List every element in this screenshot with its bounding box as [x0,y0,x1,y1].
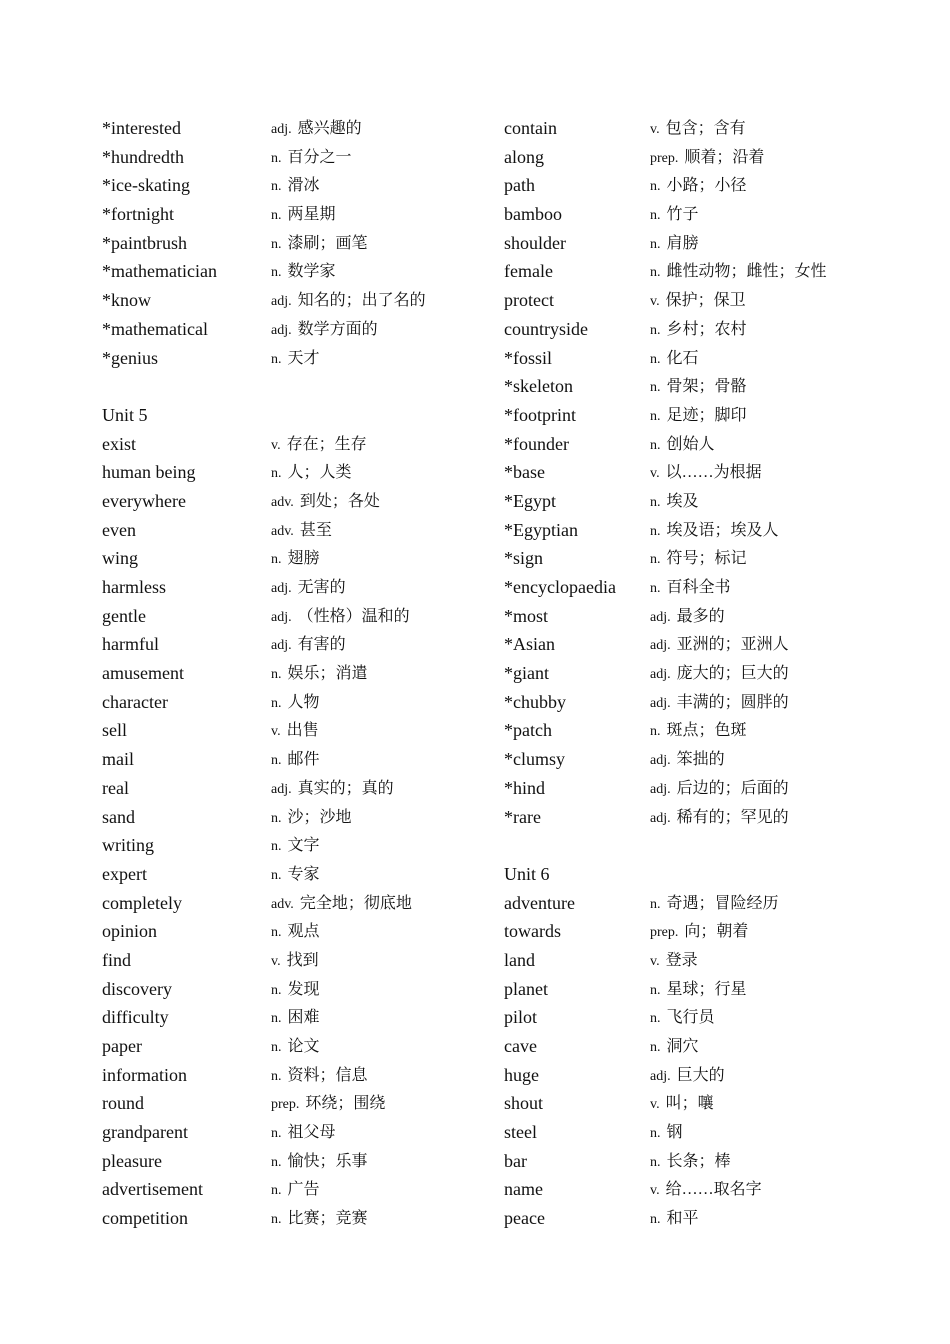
vocab-definition [650,545,747,575]
vocab-word: *interested [102,118,181,138]
part-of-speech: n. [650,1126,661,1142]
meaning-text: 包含；含有 [665,120,746,137]
vocab-definition [271,603,410,633]
vocab-word: bar [504,1150,527,1171]
vocab-definition [650,316,747,346]
vocab-word: human being [102,462,196,483]
vocab-definition [650,172,747,202]
meaning-text: 出售 [286,722,319,740]
meaning-text: 巨大的 [676,1066,725,1084]
vocab-definition [271,574,346,604]
meaning-text: 广告 [287,1181,320,1199]
vocab-word: name [504,1179,543,1200]
meaning-text: 向；朝着 [684,923,749,941]
meaning-text: 知名的；出了名的 [297,292,426,310]
vocab-word: female [504,261,553,282]
vocab-word: *giant [504,663,549,684]
meaning-text: 漆刷；画笔 [287,234,368,252]
vocab-definition [271,804,352,834]
vocab-definition [650,517,779,547]
vocab-definition [650,775,789,805]
vocab-definition [650,402,747,432]
vocab-definition [271,144,352,174]
vocab-word: harmless [102,577,166,597]
vocab-definition [650,631,789,661]
vocab-definition [271,1148,368,1178]
meaning-text: 百分之一 [287,148,352,166]
part-of-speech: n. [271,982,282,998]
vocab-word: peace [504,1208,545,1229]
vocab-definition [271,230,368,260]
part-of-speech: n. [650,351,661,367]
vocab-definition [650,804,789,834]
vocab-word: gentle [102,605,146,626]
vocab-definition [271,1205,368,1235]
vocab-definition [271,201,336,231]
meaning-text: 骨架；骨骼 [666,378,747,396]
vocab-definition [650,431,715,461]
vocab-definition [271,545,320,575]
vocab-definition [271,631,346,661]
vocab-definition [650,1090,714,1120]
meaning-text: 亚洲的；亚洲人 [676,636,789,654]
meaning-text: 钢 [666,1124,683,1142]
part-of-speech: adj. [271,581,292,596]
part-of-speech: prep. [650,925,679,941]
vocab-definition [650,603,725,633]
meaning-text: 文字 [287,837,320,855]
part-of-speech: n. [271,810,282,826]
vocab-definition [650,1119,683,1149]
part-of-speech: n. [271,1011,282,1027]
meaning-text: 沙；沙地 [287,808,352,826]
part-of-speech: adj. [271,609,292,625]
meaning-text: 竹子 [666,206,699,224]
vocab-word: *mathematical [102,318,208,339]
part-of-speech: n. [271,1154,282,1170]
vocab-word: *hind [504,777,546,798]
vocab-word: shout [504,1093,544,1114]
meaning-text: 斑点；色斑 [666,722,747,740]
vocab-word: *mathematician [102,261,217,282]
vocab-word: *skeleton [504,376,573,397]
part-of-speech: n. [650,236,661,252]
vocab-definition [271,1119,336,1149]
part-of-speech: n. [271,839,282,855]
part-of-speech: v. [271,437,281,453]
part-of-speech: n. [650,523,661,539]
vocab-word: opinion [102,921,158,942]
vocab-word: *hundredth [102,146,184,167]
vocab-word: *genius [102,347,158,368]
vocab-definition [650,746,725,776]
part-of-speech: n. [650,1011,661,1027]
vocab-definition [650,574,731,604]
vocab-word: harmful [102,634,159,655]
part-of-speech: adj. [650,1068,671,1084]
meaning-text: 祖父母 [287,1124,336,1142]
meaning-text: 乡村；农村 [666,320,747,338]
part-of-speech: n. [650,408,661,424]
vocab-definition [650,890,779,920]
part-of-speech: n. [271,150,282,166]
vocab-definition [271,1033,320,1063]
part-of-speech: n. [271,1212,282,1228]
vocab-word: contain [504,118,557,138]
part-of-speech: adv. [271,896,294,912]
part-of-speech: prep. [650,150,679,166]
vocab-word: planet [504,978,548,999]
vocab-word: amusement [102,663,184,684]
vocab-word: *fossil [504,347,553,368]
vocab-word: protect [504,290,554,311]
vocab-definition [271,918,320,948]
meaning-text: 顺着；沿着 [684,148,765,166]
vocab-word: *fortnight [102,204,174,225]
vocab-word: competition [102,1208,188,1229]
meaning-text: 发现 [287,980,320,998]
part-of-speech: n. [271,179,282,195]
vocab-definition [271,689,320,719]
meaning-text: 叫；嚷 [665,1095,714,1113]
part-of-speech: n. [271,236,282,252]
part-of-speech: adj. [271,322,292,338]
part-of-speech: n. [271,265,282,281]
vocab-definition [650,230,699,260]
vocab-word: sell [102,720,127,741]
vocab-word: *encyclopaedia [504,577,616,597]
part-of-speech: adj. [650,609,671,625]
vocab-word: exist [102,433,136,454]
meaning-text: 埃及 [666,492,699,510]
vocab-definition [271,431,367,461]
meaning-text: 比赛；竞赛 [287,1210,368,1228]
meaning-text: 有害的 [297,636,346,654]
vocab-word: completely [102,892,182,913]
meaning-text: 创始人 [666,435,715,453]
vocab-definition [650,1148,731,1178]
vocab-definition [271,488,380,518]
vocab-word: *founder [504,433,569,454]
vocab-word: *rare [504,806,541,827]
meaning-text: 数学方面的 [297,320,378,338]
part-of-speech: adv. [271,494,294,510]
vocab-definition [650,201,699,231]
part-of-speech: n. [650,437,661,453]
vocab-definition [650,918,748,948]
part-of-speech: n. [271,753,282,769]
part-of-speech: adj. [271,781,292,797]
meaning-text: 洞穴 [666,1038,699,1055]
part-of-speech: n. [271,1126,282,1142]
meaning-text: 庞大的；巨大的 [676,665,789,683]
meaning-text: 人物 [287,693,320,711]
meaning-text: 娱乐；消遣 [287,665,368,683]
meaning-text: 邮件 [287,751,320,769]
vocab-word: land [504,949,535,970]
vocab-word: along [504,146,544,167]
vocab-definition [271,316,378,346]
part-of-speech: n. [650,552,661,568]
meaning-text: 给……取名字 [665,1181,762,1199]
meaning-text: 奇遇；冒险经历 [666,894,779,912]
meaning-text: 以……为根据 [665,464,762,482]
vocab-definition [271,832,320,862]
vocab-word: sand [102,806,135,827]
meaning-text: 飞行员 [666,1009,715,1027]
part-of-speech: n. [650,982,661,998]
part-of-speech: n. [271,552,282,568]
part-of-speech: n. [650,179,661,195]
vocab-word: round [102,1093,144,1114]
vocab-definition [271,746,320,776]
vocab-word: *chubby [504,691,566,712]
meaning-text: 困难 [287,1009,320,1027]
vocab-word: *Asian [504,634,555,655]
vocab-definition [271,976,320,1006]
vocab-definition [650,1176,762,1206]
vocab-definition [271,459,352,489]
vocab-word: advertisement [102,1179,203,1200]
meaning-text: 化石 [666,349,699,367]
vocab-definition [271,1062,368,1092]
vocab-word: shoulder [504,232,566,253]
meaning-text: 到处；各处 [299,492,380,510]
vocab-definition [650,258,827,288]
vocab-word: *Egypt [504,490,556,511]
meaning-text: 专家 [287,865,320,883]
vocab-word: paper [102,1036,142,1056]
part-of-speech: n. [271,925,282,941]
vocab-definition [271,345,320,375]
vocab-word: *Egyptian [504,519,578,540]
part-of-speech: v. [650,953,660,969]
part-of-speech: adv. [271,523,294,539]
part-of-speech: n. [650,581,661,596]
vocab-definition [650,1062,725,1092]
part-of-speech: adj. [650,695,671,711]
meaning-text: 环绕；围绕 [305,1095,386,1113]
vocab-definition [650,717,747,747]
part-of-speech: n. [271,466,282,482]
meaning-text: 完全地；彻底地 [299,894,412,912]
meaning-text: 和平 [666,1210,699,1228]
meaning-text: 人；人类 [287,464,352,482]
meaning-text: 找到 [286,951,319,969]
vocab-definition [271,1004,320,1034]
vocab-definition [650,459,762,489]
vocab-word: writing [102,835,154,856]
vocab-definition [650,373,747,403]
vocab-word: even [102,519,136,540]
vocab-word: pleasure [102,1150,162,1171]
part-of-speech: v. [650,1097,660,1113]
vocab-definition [650,1205,699,1235]
meaning-text: 肩膀 [666,234,699,252]
vocab-word: mail [102,749,134,770]
vocab-word: *patch [504,720,552,741]
vocab-definition [650,947,698,977]
vocab-word: *know [102,290,151,311]
meaning-text: 甚至 [299,521,332,539]
vocab-definition [650,1004,715,1034]
part-of-speech: v. [271,724,281,740]
vocab-word: path [504,175,535,196]
vocab-word: information [102,1064,187,1085]
part-of-speech: n. [650,724,661,740]
vocab-word: grandparent [102,1122,188,1143]
vocab-definition [271,258,336,288]
meaning-text: 数学家 [287,263,336,281]
vocab-word: *most [504,605,549,626]
meaning-text: 笨拙的 [676,751,725,769]
meaning-text: 论文 [287,1038,320,1055]
vocab-definition [271,1090,385,1120]
vocab-definition [271,775,394,805]
part-of-speech: n. [271,695,282,711]
vocab-word: expert [102,863,147,884]
vocab-definition [271,861,320,891]
meaning-text: 最多的 [676,607,725,625]
part-of-speech: v. [650,1183,660,1199]
part-of-speech: adj. [650,753,671,769]
part-of-speech: adj. [650,638,671,654]
meaning-text: 感兴趣的 [297,120,362,137]
meaning-text: 小路；小径 [666,177,747,195]
vocab-word: character [102,691,168,712]
meaning-text: 百科全书 [666,579,731,596]
vocab-definition [271,115,362,145]
part-of-speech: adj. [271,638,292,654]
unit-heading: Unit 6 [504,863,550,884]
part-of-speech: n. [650,896,661,912]
vocab-definition [271,1176,320,1206]
meaning-text: 资料；信息 [287,1066,368,1084]
meaning-text: 登录 [665,951,698,969]
vocab-word: *footprint [504,404,576,425]
part-of-speech: adj. [650,810,671,826]
meaning-text: 星球；行星 [666,980,747,998]
vocab-word: huge [504,1064,539,1085]
part-of-speech: n. [650,1212,661,1228]
meaning-text: 长条；棒 [666,1152,731,1170]
meaning-text: 稀有的；罕见的 [676,808,789,826]
meaning-text: 雌性动物；雌性；女性 [666,263,827,281]
part-of-speech: n. [650,1154,661,1170]
part-of-speech: n. [271,1068,282,1084]
vocab-definition [650,1033,699,1063]
meaning-text: 存在；生存 [286,435,367,453]
vocab-definition [271,947,319,977]
meaning-text: 观点 [287,923,320,941]
vocab-word: *ice-skating [102,175,190,196]
part-of-speech: n. [271,1183,282,1199]
meaning-text: （性格）温和的 [297,607,410,625]
meaning-text: 滑冰 [287,177,320,195]
part-of-speech: n. [271,667,282,683]
meaning-text: 无害的 [297,579,346,596]
vocab-definition [650,660,789,690]
meaning-text: 丰满的；圆胖的 [676,693,789,711]
meaning-text: 天才 [287,349,320,367]
part-of-speech: n. [650,494,661,510]
vocab-word: find [102,949,131,970]
meaning-text: 愉快；乐事 [287,1152,368,1170]
vocab-definition [271,172,320,202]
vocab-definition [271,890,412,920]
vocab-word: bamboo [504,204,562,225]
part-of-speech: n. [271,208,282,224]
part-of-speech: n. [650,265,661,281]
meaning-text: 足迹；脚印 [666,406,747,424]
part-of-speech: v. [650,294,660,310]
part-of-speech: n. [271,867,282,883]
part-of-speech: v. [650,466,660,482]
vocab-definition [650,976,747,1006]
part-of-speech: v. [650,122,660,137]
part-of-speech: prep. [271,1097,300,1113]
part-of-speech: n. [271,351,282,367]
vocab-word: steel [504,1122,537,1143]
meaning-text: 真实的；真的 [297,779,394,797]
part-of-speech: adj. [271,294,292,310]
vocab-word: difficulty [102,1007,169,1028]
vocab-definition [650,488,699,518]
vocab-word: towards [504,921,561,942]
vocab-word: countryside [504,318,588,339]
vocab-word: everywhere [102,490,186,511]
vocab-word: adventure [504,892,575,913]
vocab-word: *paintbrush [102,232,187,253]
part-of-speech: n. [650,1040,661,1055]
part-of-speech: v. [271,953,281,969]
part-of-speech: n. [650,322,661,338]
part-of-speech: adj. [650,667,671,683]
meaning-text: 埃及语；埃及人 [666,521,779,539]
vocab-word: *clumsy [504,749,565,770]
meaning-text: 保护；保卫 [665,292,746,310]
part-of-speech: adj. [650,781,671,797]
vocab-word: *sign [504,548,544,569]
meaning-text: 符号；标记 [666,550,747,568]
part-of-speech: n. [271,1040,282,1055]
part-of-speech: n. [650,380,661,396]
vocab-word: pilot [504,1007,538,1028]
vocab-definition [271,660,368,690]
vocab-word: discovery [102,978,172,999]
vocab-word: cave [504,1036,537,1056]
meaning-text: 后边的；后面的 [676,779,789,797]
unit-heading: Unit 5 [102,404,148,425]
vocab-word: *base [504,462,545,483]
vocab-definition [650,144,764,174]
meaning-text: 两星期 [287,206,336,224]
vocab-word: real [102,777,129,798]
vocab-definition [650,689,789,719]
part-of-speech: n. [650,208,661,224]
vocab-definition [650,115,746,145]
vocab-word: wing [102,548,138,569]
part-of-speech: adj. [271,122,292,137]
vocab-definition [271,287,426,317]
vocab-definition [271,517,332,547]
vocab-definition [650,287,746,317]
vocab-definition [271,717,319,747]
vocab-definition [650,345,699,375]
meaning-text: 翅膀 [287,550,320,568]
